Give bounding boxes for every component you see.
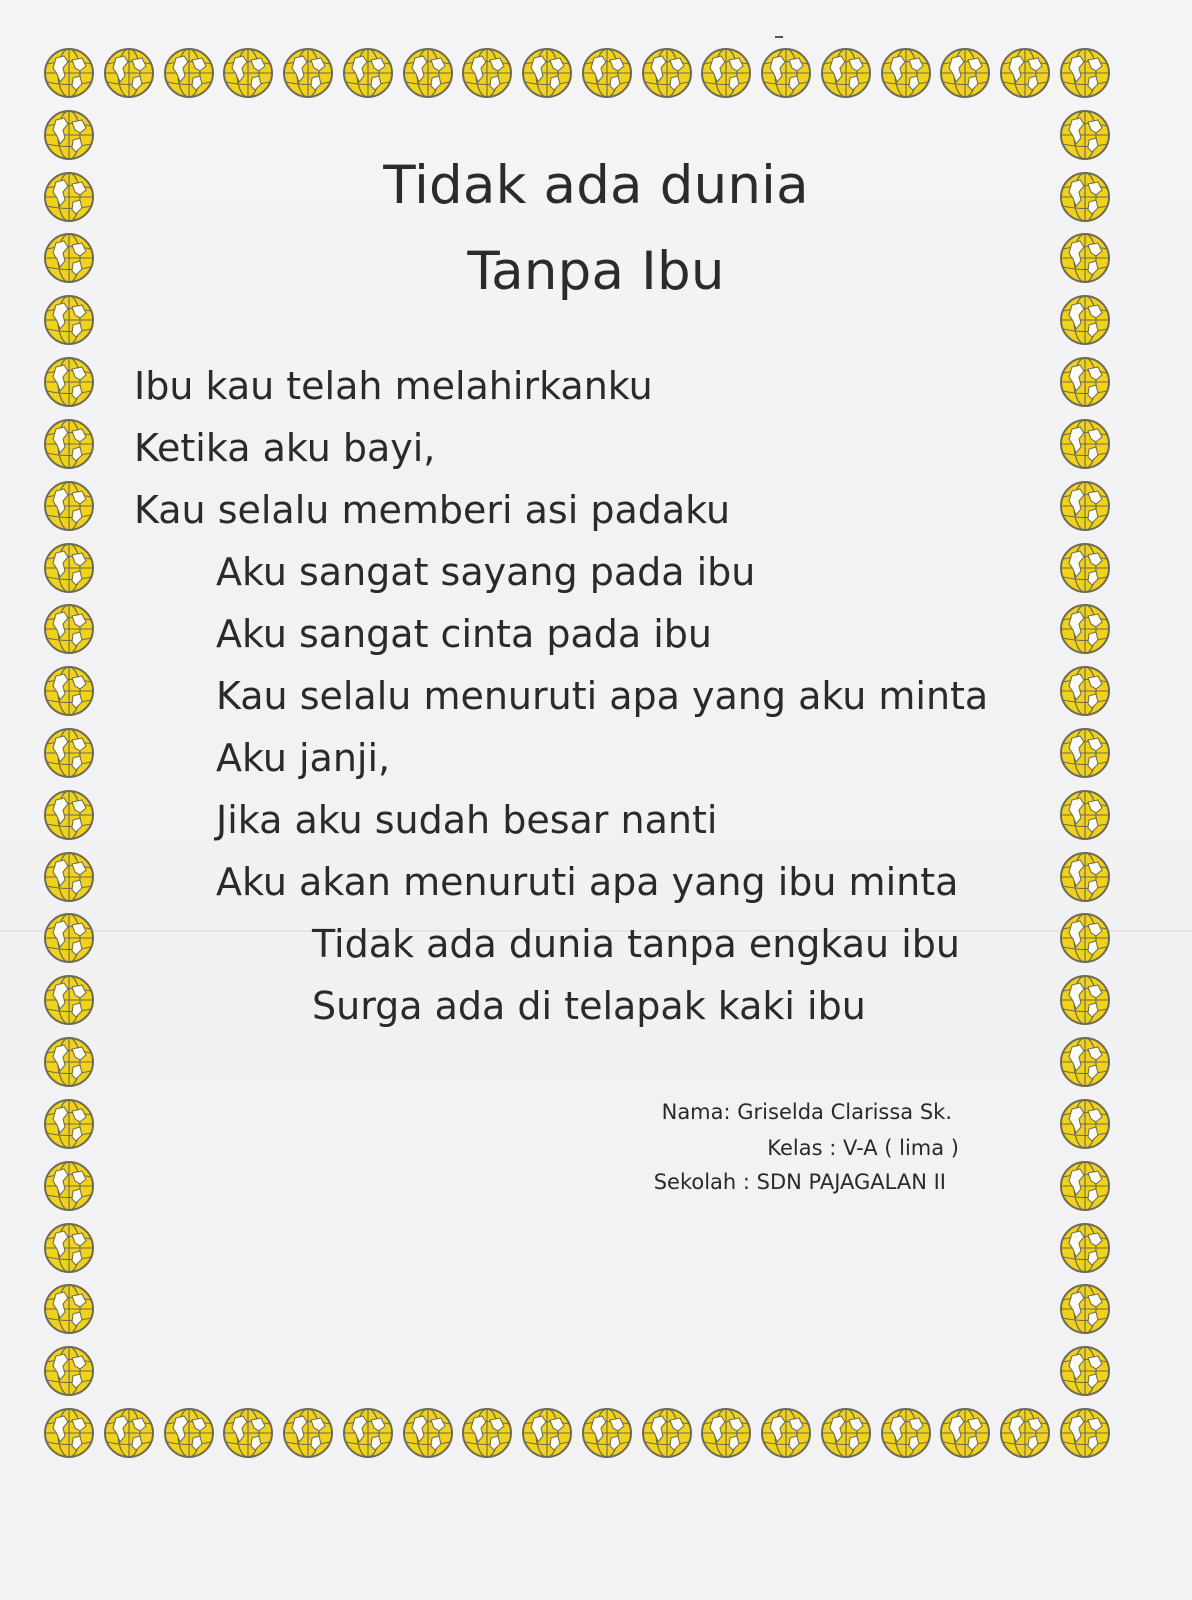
globe-icon (1058, 1282, 1112, 1336)
globe-icon (42, 1035, 96, 1089)
globe-icon (1058, 541, 1112, 595)
poem-line-8: Jika aku sudah besar nanti (216, 798, 718, 842)
poem-line-10: Tidak ada dunia tanpa engkau ibu (312, 922, 960, 966)
globe-icon (1058, 664, 1112, 718)
globe-icon (42, 850, 96, 904)
globe-icon (221, 1406, 275, 1460)
globe-icon (759, 46, 813, 100)
globe-icon (162, 46, 216, 100)
globe-icon (1058, 479, 1112, 533)
globe-icon (42, 1406, 96, 1460)
globe-icon (221, 46, 275, 100)
globe-icon (1058, 726, 1112, 780)
globe-icon (281, 1406, 335, 1460)
globe-icon (1058, 1035, 1112, 1089)
globe-icon (1058, 911, 1112, 965)
globe-icon (998, 1406, 1052, 1460)
poem-line-7: Aku janji, (216, 736, 391, 780)
globe-icon (42, 417, 96, 471)
globe-icon (819, 1406, 873, 1460)
globe-icon (42, 541, 96, 595)
globe-icon (460, 1406, 514, 1460)
globe-icon (1058, 973, 1112, 1027)
globe-icon (42, 1282, 96, 1336)
poem-line-11: Surga ada di telapak kaki ibu (312, 984, 866, 1028)
globe-icon (42, 1344, 96, 1398)
globe-icon (1058, 1159, 1112, 1213)
globe-icon (580, 1406, 634, 1460)
signature-school: Sekolah : SDN PAJAGALAN II (653, 1170, 946, 1194)
globe-icon (879, 46, 933, 100)
globe-icon (42, 479, 96, 533)
globe-icon (42, 664, 96, 718)
globe-icon (42, 108, 96, 162)
signature-name: Nama: Griselda Clarissa Sk. (661, 1100, 952, 1124)
globe-icon (42, 1159, 96, 1213)
globe-icon (1058, 417, 1112, 471)
globe-icon (460, 46, 514, 100)
globe-icon (1058, 1406, 1112, 1460)
globe-icon (162, 1406, 216, 1460)
globe-icon (1058, 788, 1112, 842)
globe-icon (401, 1406, 455, 1460)
globe-icon (102, 1406, 156, 1460)
poem-line-2: Ketika aku bayi, (134, 426, 436, 470)
globe-icon (699, 46, 753, 100)
poem-line-1: Ibu kau telah melahirkanku (134, 364, 653, 408)
globe-icon (938, 1406, 992, 1460)
poem-line-5: Aku sangat cinta pada ibu (216, 612, 713, 656)
poem-line-3: Kau selalu memberi asi padaku (134, 488, 731, 532)
globe-icon (1058, 1221, 1112, 1275)
globe-icon (42, 726, 96, 780)
globe-icon (1058, 850, 1112, 904)
globe-icon (281, 46, 335, 100)
globe-icon (341, 1406, 395, 1460)
globe-icon (341, 46, 395, 100)
globe-icon (102, 46, 156, 100)
globe-icon (520, 1406, 574, 1460)
globe-icon (401, 46, 455, 100)
globe-icon (42, 1097, 96, 1151)
globe-icon (42, 1221, 96, 1275)
globe-icon (42, 911, 96, 965)
globe-icon (42, 355, 96, 409)
globe-icon (1058, 46, 1112, 100)
globe-icon (759, 1406, 813, 1460)
globe-icon (1058, 1344, 1112, 1398)
globe-icon (879, 1406, 933, 1460)
globe-icon (42, 973, 96, 1027)
globe-icon (580, 46, 634, 100)
poem-title-line-2: Tanpa Ibu (467, 241, 725, 302)
globe-icon (42, 46, 96, 100)
globe-icon (42, 602, 96, 656)
globe-icon (819, 46, 873, 100)
poem-line-9: Aku akan menuruti apa yang ibu minta (216, 860, 959, 904)
globe-icon (640, 1406, 694, 1460)
globe-icon (938, 46, 992, 100)
globe-icon (699, 1406, 753, 1460)
poem-line-4: Aku sangat sayang pada ibu (216, 550, 756, 594)
globe-icon (640, 46, 694, 100)
globe-icon (42, 788, 96, 842)
globe-icon (1058, 355, 1112, 409)
poem-title-line-1: Tidak ada dunia (383, 155, 809, 216)
globe-icon (1058, 602, 1112, 656)
globe-icon (1058, 1097, 1112, 1151)
globe-icon (1058, 108, 1112, 162)
globe-icon (520, 46, 574, 100)
globe-icon (998, 46, 1052, 100)
signature-class: Kelas : V-A ( lima ) (767, 1136, 959, 1160)
poem-line-6: Kau selalu menuruti apa yang aku minta (216, 674, 989, 718)
